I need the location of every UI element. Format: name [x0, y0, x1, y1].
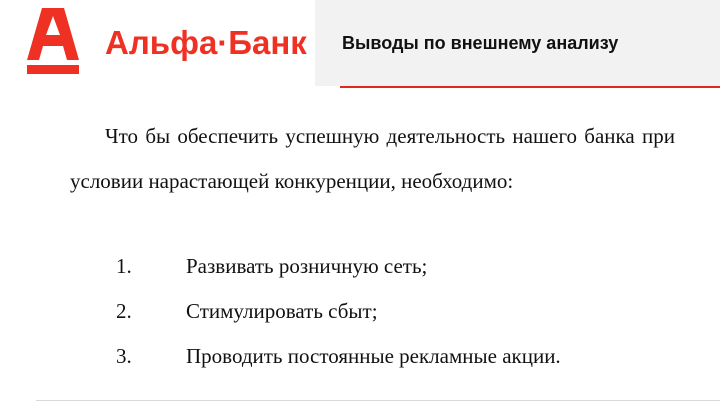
brand-name: Альфа·Банк: [105, 24, 307, 61]
list-number: 3.: [116, 344, 132, 368]
list-item-text: Проводить постоянные рекламные акции.: [186, 344, 561, 368]
list-item: [112, 244, 672, 289]
brand-logo: [17, 0, 315, 86]
list-item-text: Стимулировать сбыт;: [186, 299, 378, 323]
list-item-text: Развивать розничную сеть;: [186, 254, 428, 278]
alfa-bank-a-logo-icon: [25, 6, 81, 74]
header-divider: [340, 86, 720, 88]
body-paragraph: Что бы обеспечить успешную деятельность нашего банка при условии нарастающей конкуренции, необходимо:: [70, 124, 675, 193]
list-number: 1.: [116, 254, 132, 278]
list-number: 2.: [116, 299, 132, 323]
list-item: [112, 289, 672, 334]
slide-header: [0, 0, 720, 86]
slide-title: Выводы по внешнему анализу: [342, 33, 619, 53]
title-panel: [315, 0, 720, 86]
footer-divider: [36, 400, 720, 401]
list-item: [112, 334, 672, 379]
conclusions-list: [112, 244, 672, 379]
